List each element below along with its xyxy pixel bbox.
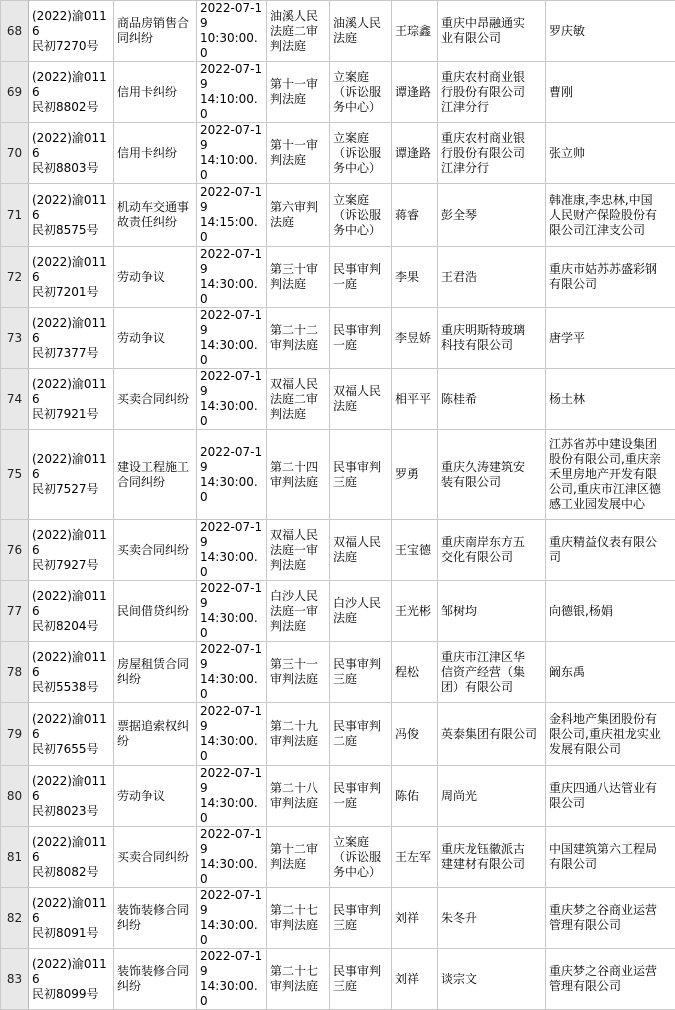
- case-number-cell[interactable]: (2022)渝0116 民初7377号: [29, 308, 114, 369]
- row-number[interactable]: 76: [1, 520, 29, 581]
- hearing-time-cell[interactable]: 2022-07-19 14:30:00.0: [197, 430, 267, 520]
- defendant-cell[interactable]: 重庆梦之谷商业运营 管理有限公司: [546, 949, 675, 1010]
- defendant-cell[interactable]: 向德银,杨娟: [546, 581, 675, 642]
- defendant-cell[interactable]: 中国建筑第六工程局 有限公司: [546, 827, 675, 888]
- case-number-cell[interactable]: (2022)渝0116 民初8204号: [29, 581, 114, 642]
- row-number[interactable]: 82: [1, 888, 29, 949]
- plaintiff-cell[interactable]: 重庆农村商业银 行股份有限公司 江津分行: [438, 123, 546, 184]
- case-number-cell[interactable]: (2022)渝0116 民初7655号: [29, 703, 114, 766]
- case-cause-cell[interactable]: 劳动争议: [114, 766, 197, 827]
- case-number-cell[interactable]: (2022)渝0116 民初7927号: [29, 520, 114, 581]
- courtroom-cell[interactable]: 双福人民 法庭二审 判法庭: [267, 369, 330, 430]
- judge-cell[interactable]: 谭逢路: [392, 62, 438, 123]
- row-number[interactable]: 83: [1, 949, 29, 1010]
- table-row[interactable]: [1, 308, 675, 369]
- case-number-cell[interactable]: (2022)渝0116 民初8099号: [29, 949, 114, 1010]
- defendant-cell[interactable]: 张立帅: [546, 123, 675, 184]
- defendant-cell[interactable]: 重庆精益仪表有限公 司: [546, 520, 675, 581]
- case-number-cell[interactable]: (2022)渝0116 民初7201号: [29, 247, 114, 308]
- hearing-time-cell[interactable]: 2022-07-19 14:30:00.0: [197, 369, 267, 430]
- case-number-cell[interactable]: (2022)渝0116 民初8575号: [29, 184, 114, 247]
- division-cell[interactable]: 民事审判 二庭: [330, 703, 392, 766]
- judge-cell[interactable]: 罗勇: [392, 430, 438, 520]
- hearing-time-cell[interactable]: 2022-07-19 14:10:00.0: [197, 62, 267, 123]
- judge-cell[interactable]: 刘祥: [392, 949, 438, 1010]
- row-number[interactable]: 79: [1, 703, 29, 766]
- division-cell[interactable]: 民事审判 一庭: [330, 308, 392, 369]
- case-cause-cell[interactable]: 装饰装修合同 纠纷: [114, 949, 197, 1010]
- plaintiff-cell[interactable]: 谈宗文: [438, 949, 546, 1010]
- row-number[interactable]: 72: [1, 247, 29, 308]
- judge-cell[interactable]: 李果: [392, 247, 438, 308]
- courtroom-cell[interactable]: 第六审判 法庭: [267, 184, 330, 247]
- case-cause-cell[interactable]: 票据追索权纠 纷: [114, 703, 197, 766]
- case-cause-cell[interactable]: 信用卡纠纷: [114, 62, 197, 123]
- plaintiff-cell[interactable]: 重庆龙钰徽派古 建建材有限公司: [438, 827, 546, 888]
- hearing-time-cell[interactable]: 2022-07-19 14:15:00.0: [197, 184, 267, 247]
- defendant-cell[interactable]: 重庆市姑苏苏盛彩钢 有限公司: [546, 247, 675, 308]
- hearing-time-cell[interactable]: 2022-07-19 14:30:00.0: [197, 949, 267, 1010]
- division-cell[interactable]: 立案庭 （诉讼服 务中心）: [330, 62, 392, 123]
- courtroom-cell[interactable]: 第十一审 判法庭: [267, 123, 330, 184]
- hearing-time-cell[interactable]: 2022-07-19 14:30:00.0: [197, 308, 267, 369]
- judge-cell[interactable]: 李昱娇: [392, 308, 438, 369]
- division-cell[interactable]: 立案庭 （诉讼服 务中心）: [330, 827, 392, 888]
- case-number-cell[interactable]: (2022)渝0116 民初7270号: [29, 1, 114, 62]
- plaintiff-cell[interactable]: 重庆南岸东方五 交化有限公司: [438, 520, 546, 581]
- hearing-time-cell[interactable]: 2022-07-19 14:30:00.0: [197, 766, 267, 827]
- row-number[interactable]: 73: [1, 308, 29, 369]
- row-number[interactable]: 70: [1, 123, 29, 184]
- courtroom-cell[interactable]: 第二十九 审判法庭: [267, 703, 330, 766]
- plaintiff-cell[interactable]: 重庆市江津区华 信资产经营（集 团）有限公司: [438, 642, 546, 703]
- table-row[interactable]: [1, 247, 675, 308]
- row-number[interactable]: 77: [1, 581, 29, 642]
- table-row[interactable]: [1, 827, 675, 888]
- case-cause-cell[interactable]: 房屋租赁合同 纠纷: [114, 642, 197, 703]
- courtroom-cell[interactable]: 第三十一 审判法庭: [267, 642, 330, 703]
- defendant-cell[interactable]: 金科地产集团股份有 限公司,重庆祖龙实业 发展有限公司: [546, 703, 675, 766]
- courtroom-cell[interactable]: 白沙人民 法庭一审 判法庭: [267, 581, 330, 642]
- courtroom-cell[interactable]: 第十一审 判法庭: [267, 62, 330, 123]
- courtroom-cell[interactable]: 第二十七 审判法庭: [267, 949, 330, 1010]
- courtroom-cell[interactable]: 第二十八 审判法庭: [267, 766, 330, 827]
- judge-cell[interactable]: 刘祥: [392, 888, 438, 949]
- table-row[interactable]: [1, 430, 675, 520]
- table-row[interactable]: [1, 703, 675, 766]
- case-number-cell[interactable]: (2022)渝0116 民初8802号: [29, 62, 114, 123]
- case-cause-cell[interactable]: 买卖合同纠纷: [114, 369, 197, 430]
- row-number[interactable]: 75: [1, 430, 29, 520]
- case-cause-cell[interactable]: 买卖合同纠纷: [114, 827, 197, 888]
- table-row[interactable]: [1, 123, 675, 184]
- case-number-cell[interactable]: (2022)渝0116 民初8023号: [29, 766, 114, 827]
- judge-cell[interactable]: 王宝德: [392, 520, 438, 581]
- division-cell[interactable]: 白沙人民 法庭: [330, 581, 392, 642]
- table-row[interactable]: [1, 369, 675, 430]
- case-cause-cell[interactable]: 民间借贷纠纷: [114, 581, 197, 642]
- judge-cell[interactable]: 蒋睿: [392, 184, 438, 247]
- courtroom-cell[interactable]: 第二十四 审判法庭: [267, 430, 330, 520]
- table-body: [1, 1, 675, 1010]
- row-number[interactable]: 78: [1, 642, 29, 703]
- table-row[interactable]: [1, 949, 675, 1010]
- case-number-cell[interactable]: (2022)渝0116 民初8803号: [29, 123, 114, 184]
- case-cause-cell[interactable]: 买卖合同纠纷: [114, 520, 197, 581]
- judge-cell[interactable]: 程松: [392, 642, 438, 703]
- plaintiff-cell[interactable]: 重庆明斯特玻璃 科技有限公司: [438, 308, 546, 369]
- case-number-cell[interactable]: (2022)渝0116 民初8082号: [29, 827, 114, 888]
- courtroom-cell[interactable]: 油溪人民 法庭二审 判法庭: [267, 1, 330, 62]
- hearing-time-cell[interactable]: 2022-07-19 14:30:00.0: [197, 247, 267, 308]
- division-cell[interactable]: 民事审判 三庭: [330, 430, 392, 520]
- plaintiff-cell[interactable]: 英泰集团有限公司: [438, 703, 546, 766]
- plaintiff-cell[interactable]: 周尚光: [438, 766, 546, 827]
- table-row[interactable]: [1, 62, 675, 123]
- courtroom-cell[interactable]: 第三十审 判法庭: [267, 247, 330, 308]
- case-number-cell[interactable]: (2022)渝0116 民初7527号: [29, 430, 114, 520]
- hearing-time-cell[interactable]: 2022-07-19 14:30:00.0: [197, 703, 267, 766]
- courtroom-cell[interactable]: 第二十二 审判法庭: [267, 308, 330, 369]
- row-number[interactable]: 69: [1, 62, 29, 123]
- division-cell[interactable]: 立案庭 （诉讼服 务中心）: [330, 123, 392, 184]
- table-row[interactable]: [1, 766, 675, 827]
- plaintiff-cell[interactable]: 重庆中昂融通实 业有限公司: [438, 1, 546, 62]
- case-number-cell[interactable]: (2022)渝0116 民初8091号: [29, 888, 114, 949]
- hearing-time-cell[interactable]: 2022-07-19 14:30:00.0: [197, 642, 267, 703]
- case-cause-cell[interactable]: 建设工程施工 合同纠纷: [114, 430, 197, 520]
- hearing-time-cell[interactable]: 2022-07-19 14:30:00.0: [197, 888, 267, 949]
- hearing-time-cell[interactable]: 2022-07-19 14:30:00.0: [197, 581, 267, 642]
- division-cell[interactable]: 油溪人民 法庭: [330, 1, 392, 62]
- judge-cell[interactable]: 王光彬: [392, 581, 438, 642]
- judge-cell[interactable]: 冯俊: [392, 703, 438, 766]
- table-row[interactable]: [1, 184, 675, 247]
- case-number-cell[interactable]: (2022)渝0116 民初5538号: [29, 642, 114, 703]
- division-cell[interactable]: 民事审判 一庭: [330, 766, 392, 827]
- row-number[interactable]: 80: [1, 766, 29, 827]
- defendant-cell[interactable]: 曹刚: [546, 62, 675, 123]
- defendant-cell[interactable]: 韩准康,李忠林,中国 人民财产保险股份有 限公司江津支公司: [546, 184, 675, 247]
- plaintiff-cell[interactable]: 邹树均: [438, 581, 546, 642]
- defendant-cell[interactable]: 重庆四通八达管业有 限公司: [546, 766, 675, 827]
- division-cell[interactable]: 双福人民 法庭: [330, 520, 392, 581]
- case-cause-cell[interactable]: 信用卡纠纷: [114, 123, 197, 184]
- defendant-cell[interactable]: 罗庆敏: [546, 1, 675, 62]
- plaintiff-cell[interactable]: 朱冬升: [438, 888, 546, 949]
- judge-cell[interactable]: 谭逢路: [392, 123, 438, 184]
- defendant-cell[interactable]: 江苏省苏中建设集团 股份有限公司,重庆亲 禾里房地产开发有限 公司,重庆市江津区德 感工业园发展中心: [546, 430, 675, 520]
- row-number[interactable]: 68: [1, 1, 29, 62]
- table-row[interactable]: [1, 581, 675, 642]
- division-cell[interactable]: 民事审判 三庭: [330, 642, 392, 703]
- defendant-cell[interactable]: 杨土林: [546, 369, 675, 430]
- judge-cell[interactable]: 王左军: [392, 827, 438, 888]
- hearing-time-cell[interactable]: 2022-07-19 14:30:00.0: [197, 827, 267, 888]
- judge-cell[interactable]: 王琮鑫: [392, 1, 438, 62]
- division-cell[interactable]: 双福人民 法庭: [330, 369, 392, 430]
- case-cause-cell[interactable]: 商品房销售合 同纠纷: [114, 1, 197, 62]
- hearing-time-cell[interactable]: 2022-07-19 14:10:00.0: [197, 123, 267, 184]
- defendant-cell[interactable]: 阚东禹: [546, 642, 675, 703]
- case-cause-cell[interactable]: 劳动争议: [114, 247, 197, 308]
- table-row[interactable]: [1, 888, 675, 949]
- case-cause-cell[interactable]: 机动车交通事 故责任纠纷: [114, 184, 197, 247]
- row-number[interactable]: 71: [1, 184, 29, 247]
- case-number-cell[interactable]: (2022)渝0116 民初7921号: [29, 369, 114, 430]
- hearing-time-cell[interactable]: 2022-07-19 10:30:00.0: [197, 1, 267, 62]
- courtroom-cell[interactable]: 第十二审 判法庭: [267, 827, 330, 888]
- division-cell[interactable]: 民事审判 三庭: [330, 949, 392, 1010]
- division-cell[interactable]: 民事审判 一庭: [330, 247, 392, 308]
- judge-cell[interactable]: 相平平: [392, 369, 438, 430]
- case-cause-cell[interactable]: 劳动争议: [114, 308, 197, 369]
- table-row[interactable]: [1, 1, 675, 62]
- hearing-time-cell[interactable]: 2022-07-19 14:30:00.0: [197, 520, 267, 581]
- row-number[interactable]: 81: [1, 827, 29, 888]
- judge-cell[interactable]: 陈佑: [392, 766, 438, 827]
- division-cell[interactable]: 民事审判 三庭: [330, 888, 392, 949]
- defendant-cell[interactable]: 唐学平: [546, 308, 675, 369]
- case-cause-cell[interactable]: 装饰装修合同 纠纷: [114, 888, 197, 949]
- division-cell[interactable]: 立案庭 （诉讼服 务中心）: [330, 184, 392, 247]
- table-row[interactable]: [1, 642, 675, 703]
- plaintiff-cell[interactable]: 陈桂希: [438, 369, 546, 430]
- defendant-cell[interactable]: 重庆梦之谷商业运营 管理有限公司: [546, 888, 675, 949]
- plaintiff-cell[interactable]: 重庆农村商业银 行股份有限公司 江津分行: [438, 62, 546, 123]
- plaintiff-cell[interactable]: 彭全琴: [438, 184, 546, 247]
- plaintiff-cell[interactable]: 重庆久涛建筑安 装有限公司: [438, 430, 546, 520]
- table-row[interactable]: [1, 520, 675, 581]
- plaintiff-cell[interactable]: 王君浩: [438, 247, 546, 308]
- courtroom-cell[interactable]: 双福人民 法庭一审 判法庭: [267, 520, 330, 581]
- courtroom-cell[interactable]: 第二十七 审判法庭: [267, 888, 330, 949]
- row-number[interactable]: 74: [1, 369, 29, 430]
